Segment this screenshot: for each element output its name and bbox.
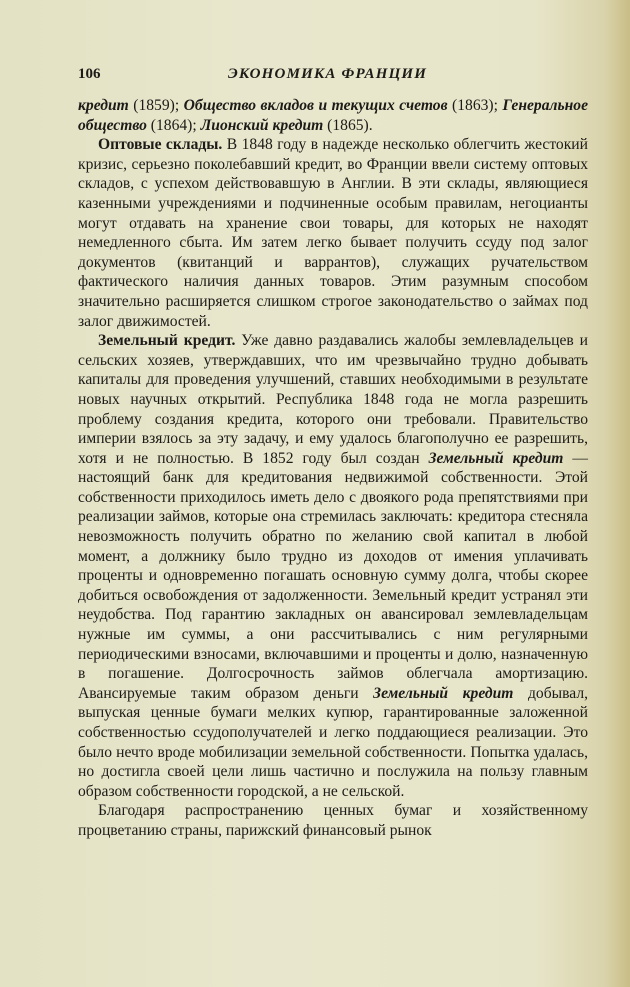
paragraph-text: Благодаря распространению ценных бумаг и хозяйственному процветанию страны, парижский финансовый рынок xyxy=(78,802,588,839)
year-text: (1859); xyxy=(128,97,184,114)
bank-name: Общество вкладов и текущих счетов xyxy=(183,97,448,114)
institution-name: Земельный кредит xyxy=(428,449,564,467)
paragraph-text: Уже давно раздавались жалобы землевладельцев и сельских хозяев, утверждавших, что им чрезвычайно трудно добывать капиталы для проведения улучшений, ставших необходимыми в результате новых научных открытий. Республика 1848 года не могла разрешить проблему создания кредита, которого они требовали. Правительство империи взялось за эту задачу, и ему удалось благополучно ее разрешить, хотя и не полностью. В 1852 году был создан xyxy=(78,332,588,467)
page-number: 106 xyxy=(78,66,101,82)
page-header xyxy=(78,66,586,88)
bank-name: Генеральное общество xyxy=(78,97,589,134)
year-text: (1863); xyxy=(447,97,503,114)
section-heading: Земельный кредит. xyxy=(98,332,236,350)
bank-name: Лионский кредит xyxy=(200,116,324,134)
year-text: (1864); xyxy=(146,116,201,134)
year-text: (1865). xyxy=(323,116,373,134)
paragraph-text: — настоящий банк для кредитования недвижимой собственности. Этой собственности приходилось иметь дело с двоякого рода препятствиями при реализации займов, которые она стремилась заключать: кредитора стесняла невозможность получить обратно по желанию свой капитал в любой момент, а должнику было трудно из доходов от имения уплачивать проценты и одновременно погашать основную сумму долга, чтобы скорее добиться освобождения от задолженности. Земельный кредит устранял эти неудобства. Под гарантию закладных он авансировал землевладельцам нужные им суммы, а они рассчитывались с ним регулярными периодическими взносами, включавшими и проценты и долю, назначенную в погашение. Долгосрочность займов облегчала амортизацию. Авансируемые таким образом деньги xyxy=(78,449,588,702)
paragraph-bank-list xyxy=(78,96,588,135)
paragraph-land-credit xyxy=(78,331,588,801)
bank-name: кредит xyxy=(78,97,129,114)
institution-name: Земельный кредит xyxy=(373,684,514,702)
section-heading: Оптовые склады. xyxy=(98,136,223,154)
running-title: ЭКОНОМИКА ФРАНЦИИ xyxy=(228,66,428,82)
body-text xyxy=(78,96,588,841)
paragraph-text: В 1848 году в надежде несколько облегчить жестокий кризис, серьезно поколебавший кредит, во Франции ввели систему оптовых складов, с успехом действовавшую в Англии. В эти склады, являющиеся казенными учреждениями и подчиненные особым правилам, негоцианты могут отдавать на хранение свои товары, для которых не находят немедленного сбыта. Им затем легко бывает получить ссуду под залог документов (квитанций и варрантов), служащих ручательством фактического наличия данных товаров. Этим разумным способом значительно расширяется слишком строгое законодательство о займах под залог движимостей. xyxy=(78,136,588,330)
paragraph-financial-market xyxy=(78,801,588,840)
paragraph-warehouses xyxy=(78,135,588,331)
paragraph-text: добывал, выпуская ценные бумаги мелких купюр, гарантированные заложенной собственностью ссудополучателей и легко поддающиеся реализации. Это было нечто вроде мобилизации земельной собственности. Попытка удалась, но достигла своей цели лишь частично и послужила на пользу главным образом собственности городской, а не сельской. xyxy=(78,684,588,800)
